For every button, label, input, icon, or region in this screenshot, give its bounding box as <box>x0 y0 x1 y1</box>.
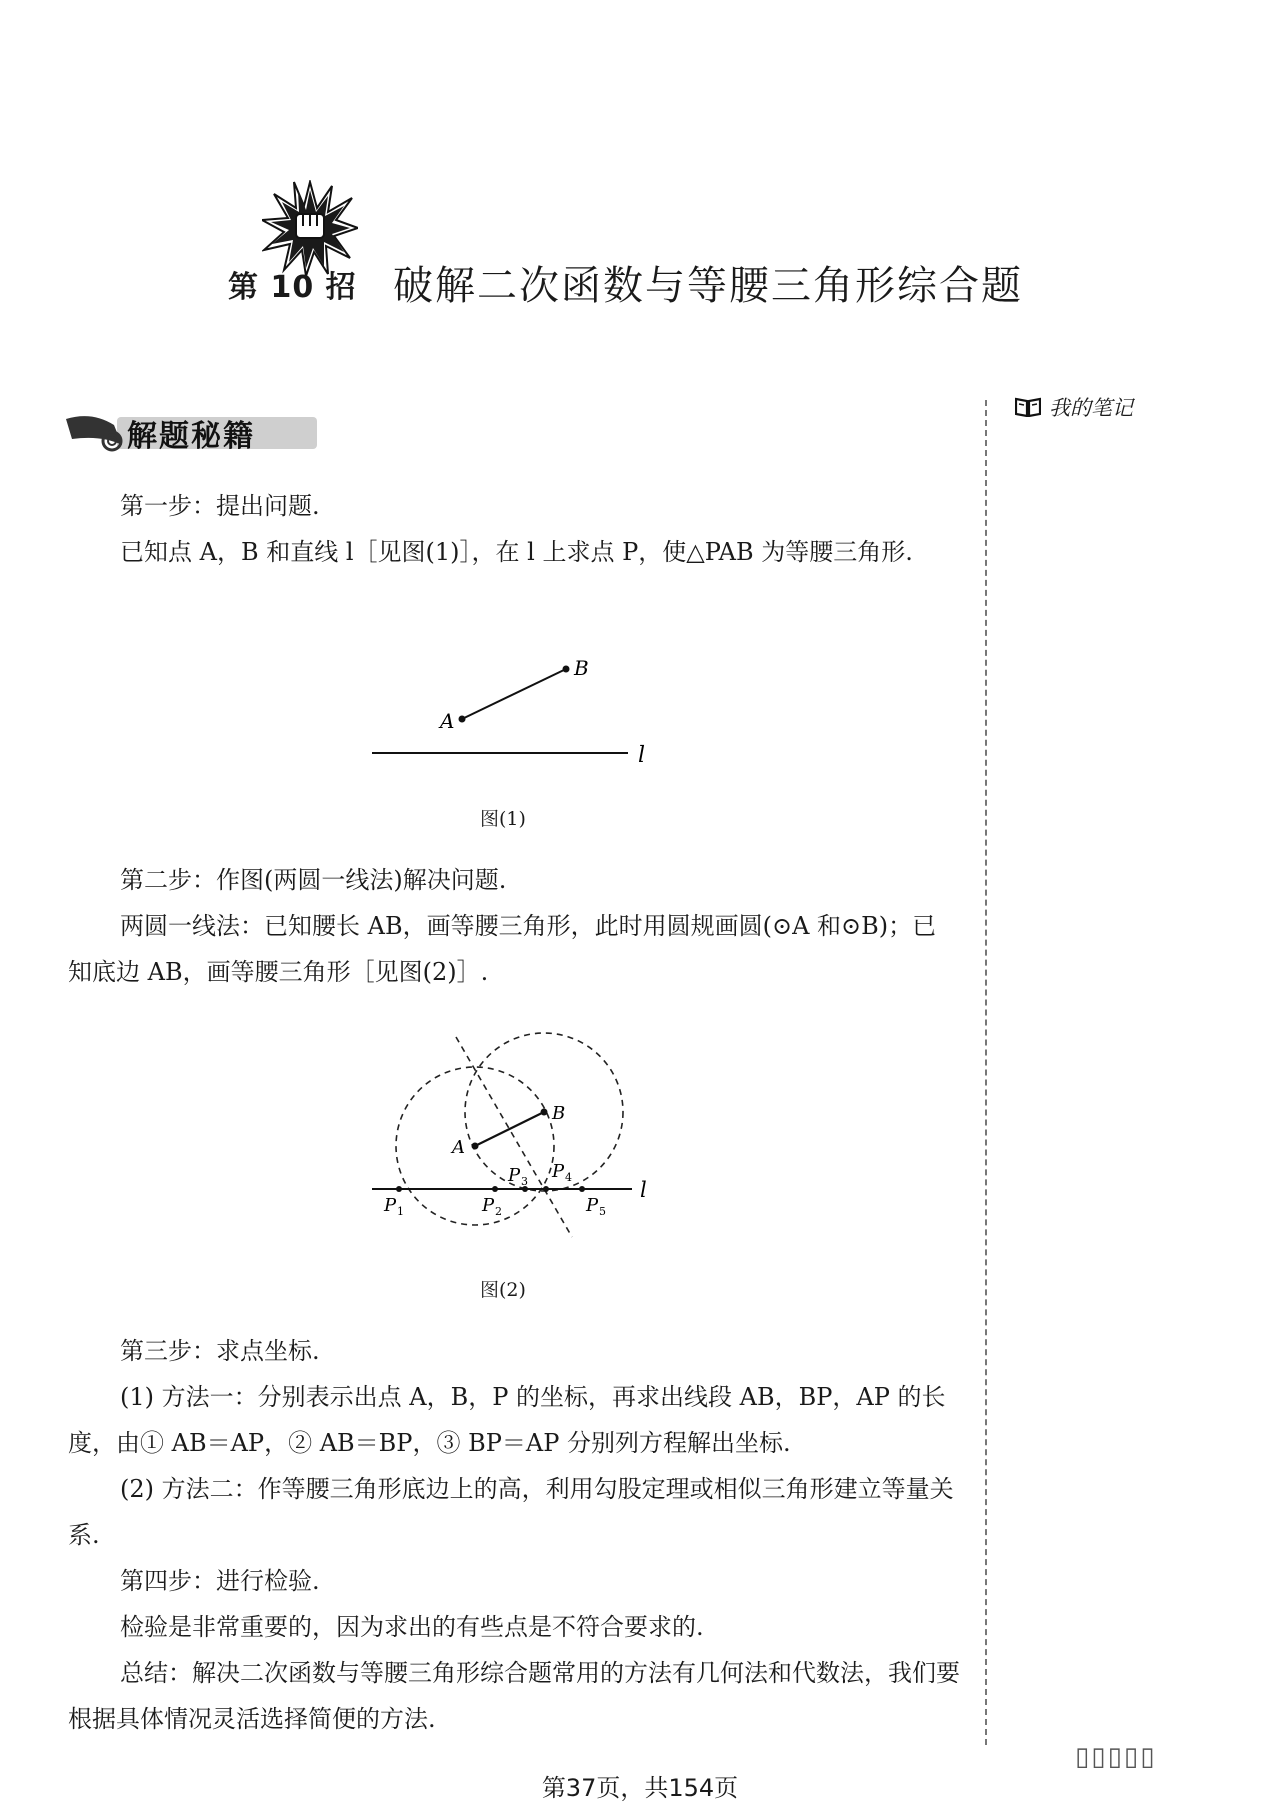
perpendicular-bisector <box>456 1037 572 1237</box>
figure-2-caption: 图(2) <box>480 1279 526 1301</box>
section-title: 解题秘籍 <box>127 419 255 454</box>
method-one-text: (1) 方法一：分别表示出点 A，B，P 的坐标，再求出线段 AB，BP，AP 的长度，由① AB＝AP，② AB＝BP，③ BP＝AP 分别列方程解出坐标. <box>68 1383 946 1457</box>
point-p1 <box>396 1186 402 1192</box>
step-two-body: 两圆一线法：已知腰长 AB，画等腰三角形，此时用圆规画圆(⊙A 和⊙B)；已知底边 AB，画等腰三角形［见图(2)］. <box>68 912 937 986</box>
subscript-4: 4 <box>565 1171 572 1184</box>
label-p4: P <box>552 1161 565 1182</box>
subscript-5: 5 <box>599 1205 606 1218</box>
label-p5: P <box>586 1195 599 1216</box>
chapter-label: 第 10 招 <box>228 270 357 305</box>
subscript-3: 3 <box>521 1175 528 1188</box>
notes-column-divider <box>985 400 987 1745</box>
point-a <box>472 1143 479 1150</box>
figure-1-diagram <box>360 650 680 780</box>
page-scroll-indicator-icon: ▯▯▯▯▯ <box>1075 1742 1157 1772</box>
summary-text: 总结：解决二次函数与等腰三角形综合题常用的方法有几何法和代数法，我们要根据具体情况灵活选择简便的方法. <box>68 1659 960 1733</box>
notes-label: 我的笔记 <box>1049 396 1133 420</box>
subscript-2: 2 <box>495 1205 502 1218</box>
point-p4 <box>543 1186 549 1192</box>
step-one-heading: 第一步：提出问题. <box>120 492 320 520</box>
page-number: 第37页，共154页 <box>541 1774 739 1802</box>
point-p5 <box>579 1186 585 1192</box>
method-two-text: (2) 方法二：作等腰三角形底边上的高，利用勾股定理或相似三角形建立等量关系. <box>68 1475 954 1549</box>
figure-1-caption: 图(1) <box>480 808 526 830</box>
point-p2 <box>492 1186 498 1192</box>
label-p2: P <box>482 1195 495 1216</box>
label-l: l <box>638 743 646 768</box>
label-a: A <box>452 1137 465 1158</box>
open-book-icon <box>1015 397 1041 417</box>
label-l: l <box>640 1178 647 1202</box>
label-a: A <box>440 709 455 733</box>
label-b: B <box>574 656 589 680</box>
figure-2-diagram <box>360 1025 680 1255</box>
point-b <box>541 1109 548 1116</box>
step-one-body: 已知点 A，B 和直线 l［见图(1)］，在 l 上求点 P，使△PAB 为等腰三角形. <box>120 538 913 566</box>
point-b <box>563 666 570 673</box>
notes-header <box>1015 392 1133 422</box>
label-p3: P <box>508 1165 521 1186</box>
section-banner <box>62 405 322 455</box>
chapter-title: 破解二次函数与等腰三角形综合题 <box>393 263 1023 309</box>
scroll-icon <box>62 405 130 455</box>
step-three-heading: 第三步：求点坐标. <box>120 1337 320 1365</box>
step-two-heading: 第二步：作图(两圆一线法)解决问题. <box>120 866 507 894</box>
label-p1: P <box>384 1195 397 1216</box>
subscript-1: 1 <box>397 1205 404 1218</box>
step-four-heading: 第四步：进行检验. <box>120 1567 320 1595</box>
step-four-body: 检验是非常重要的，因为求出的有些点是不符合要求的. <box>120 1613 704 1641</box>
label-b: B <box>552 1103 566 1124</box>
point-a <box>459 716 466 723</box>
